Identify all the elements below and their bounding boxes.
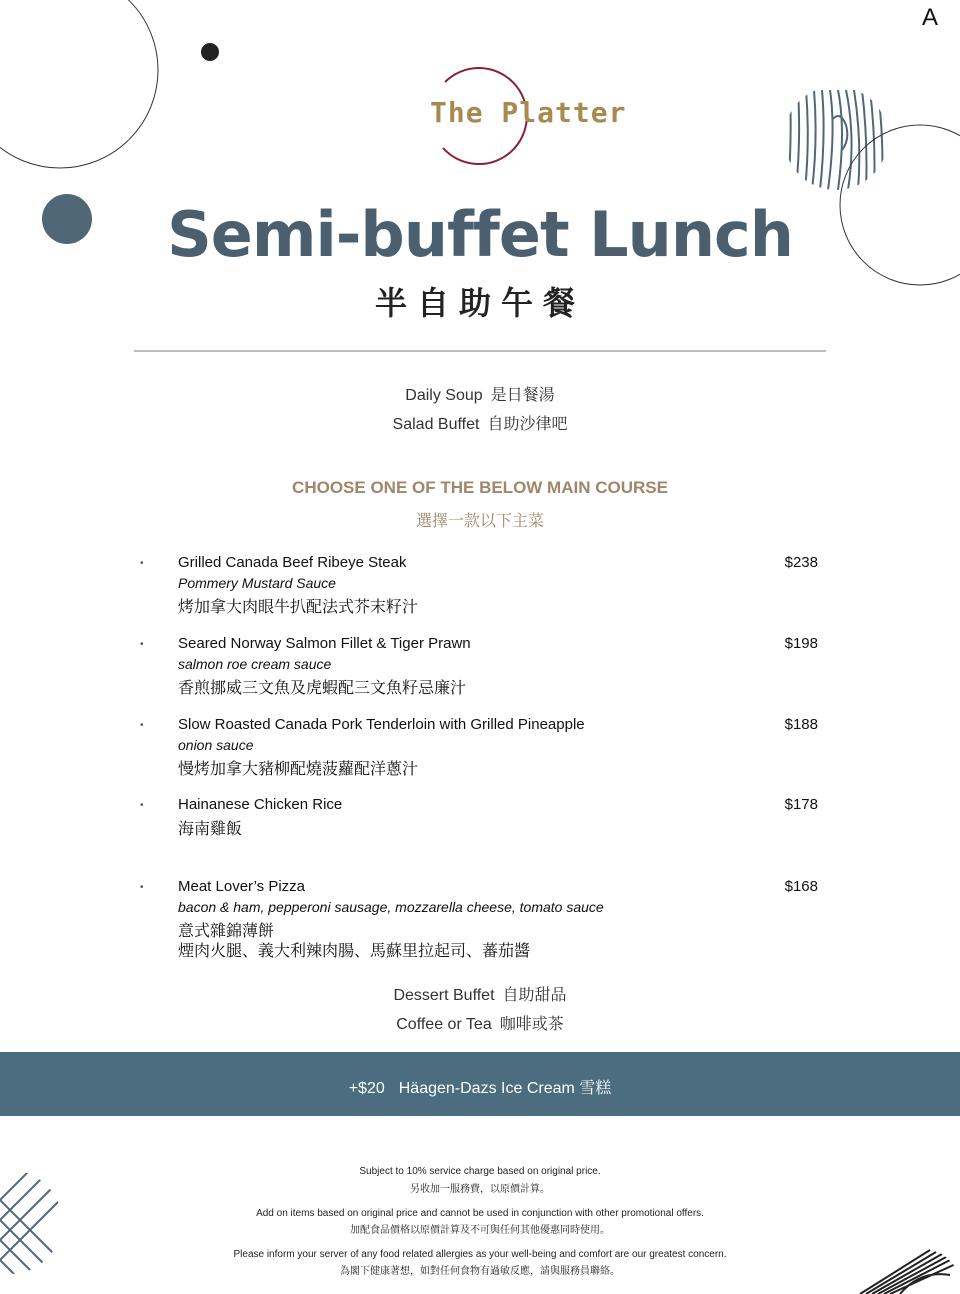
- dish-name-zh: 慢烤加拿大豬柳配燒菠蘿配洋蔥汁: [178, 761, 419, 778]
- menu-item: [140, 554, 820, 614]
- note-zh: 另收加一服務費，以原價計算。: [410, 1184, 550, 1195]
- note-zh: 加配食品價格以原價計算及不可與任何其他優惠同時使用。: [350, 1225, 610, 1236]
- after-en: Dessert Buffet: [393, 987, 495, 1004]
- main-course-heading: CHOOSE ONE OF THE BELOW MAIN COURSE: [292, 478, 668, 497]
- dish-price: $188: [784, 716, 818, 733]
- note-zh: 為閣下健康著想，如對任何食物有過敏反應，請與服務員聯絡。: [340, 1266, 620, 1277]
- bullet: •: [140, 720, 144, 731]
- bullet: •: [140, 882, 144, 893]
- after-en: Coffee or Tea: [396, 1016, 492, 1033]
- dish-price: $198: [784, 635, 818, 652]
- dish-sauce: Pommery Mustard Sauce: [178, 575, 336, 591]
- dish-price: $238: [784, 554, 818, 571]
- dish-sauce: onion sauce: [178, 737, 254, 753]
- include-en: Daily Soup: [405, 387, 483, 404]
- bullet: •: [140, 639, 144, 650]
- main-course-heading-zh: 選擇一款以下主菜: [415, 513, 544, 530]
- after-item: [0, 1011, 960, 1034]
- include-item: [0, 411, 960, 434]
- dish-price: $168: [784, 878, 818, 895]
- menu-item: [140, 635, 820, 695]
- bullet: •: [140, 558, 144, 569]
- logo-text: The Platter: [430, 96, 627, 129]
- after-item: [0, 982, 960, 1005]
- small-dot: [201, 43, 219, 61]
- dish-sauce: bacon & ham, pepperoni sausage, mozzarella cheese, tomato sauce: [178, 899, 604, 915]
- page-label: A: [921, 4, 938, 31]
- menu-item: [140, 716, 820, 776]
- dish-name-zh: 烤加拿大肉眼牛扒配法式芥末籽汁: [178, 599, 419, 616]
- after-zh: 自助甜品: [502, 987, 567, 1004]
- page-title-zh: 半自助午餐: [374, 285, 585, 321]
- addon-price: +$20: [348, 1080, 385, 1097]
- dish-name: Hainanese Chicken Rice: [178, 796, 343, 813]
- dish-sauce: salmon roe cream sauce: [178, 656, 332, 672]
- dish-name: Meat Lover’s Pizza: [178, 878, 306, 895]
- menu-item: [140, 878, 820, 958]
- note-en: Subject to 10% service charge based on original price.: [359, 1166, 601, 1177]
- dish-name-zh: 意式雜錦薄餅: [178, 923, 275, 940]
- dish-ingredients-zh: 煙肉火腿、義大利辣肉腸、馬蘇里拉起司、蕃茄醬: [178, 943, 531, 960]
- include-zh: 自助沙律吧: [487, 416, 568, 433]
- wood-grain-circle: [788, 90, 883, 190]
- include-item: [0, 382, 960, 405]
- after-zh: 咖啡或茶: [499, 1016, 564, 1033]
- divider: [134, 350, 826, 352]
- note-en: Please inform your server of any food related allergies as your well-being and comfort are our greatest concern.: [233, 1249, 727, 1260]
- note-en: Add on items based on original price and cannot be used in conjunction with other promotional offers.: [256, 1208, 704, 1219]
- menu-item: [140, 796, 820, 836]
- page-title: Semi-buffet Lunch: [167, 198, 793, 271]
- dish-price: $178: [784, 796, 818, 813]
- dish-name: Seared Norway Salmon Fillet & Tiger Prawn: [178, 635, 471, 652]
- addon-text: [0, 1075, 960, 1098]
- outline-circle-top-left: [0, 0, 158, 168]
- include-en: Salad Buffet: [392, 416, 480, 433]
- dish-name-zh: 香煎挪威三文魚及虎蝦配三文魚籽忌廉汁: [178, 680, 467, 697]
- include-zh: 是日餐湯: [490, 387, 555, 404]
- dish-name: Grilled Canada Beef Ribeye Steak: [178, 554, 407, 571]
- dish-name: Slow Roasted Canada Pork Tenderloin with Grilled Pineapple: [178, 716, 585, 733]
- addon-label: Häagen-Dazs Ice Cream 雪糕: [398, 1080, 612, 1097]
- bullet: •: [140, 800, 144, 811]
- dish-name-zh: 海南雞飯: [178, 821, 243, 838]
